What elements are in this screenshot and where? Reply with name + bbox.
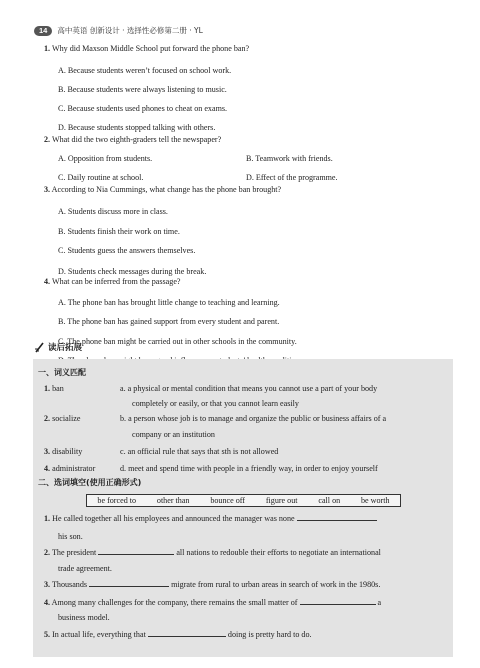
- fill-item-4-cont: business model.: [58, 613, 110, 622]
- match-word: disability: [52, 447, 83, 456]
- option-1b: B. Because students were always listening to music.: [58, 85, 227, 94]
- match-row-4: 4. administrator: [44, 464, 96, 473]
- word-bank-item: bounce off: [210, 496, 245, 505]
- section-title: 读后拓展: [48, 343, 83, 353]
- fill-item-1: 1. He called together all his employees and announced the manager was none: [44, 512, 377, 524]
- option-3b: B. Students finish their work on time.: [58, 227, 180, 236]
- page-number: 14: [34, 26, 52, 36]
- match-def-a: a. a physical or mental condition that means you cannot use a part of your body: [120, 384, 378, 393]
- question-1: 1. Why did Maxson Middle School put forward the phone ban?: [44, 44, 250, 53]
- option-3d: D. Students check messages during the break.: [58, 267, 207, 276]
- option-2b: B. Teamwork with friends.: [246, 154, 333, 163]
- question-stem: What can be inferred from the passage?: [51, 277, 181, 286]
- question-2: 2. What did the two eighth-graders tell the newspaper?: [44, 135, 222, 144]
- match-word: ban: [52, 384, 64, 393]
- option-3a: A. Students discuss more in class.: [58, 207, 168, 216]
- match-def-b: b. a person whose job is to manage and organize the public or business affairs of a: [120, 414, 387, 423]
- option-2c: C. Daily routine at school.: [58, 173, 144, 182]
- question-stem: Why did Maxson Middle School put forward the phone ban?: [51, 44, 250, 53]
- question-stem: According to Nia Cummings, what change has the phone ban brought?: [51, 185, 282, 194]
- answer-blank[interactable]: [300, 596, 376, 605]
- pen-icon: [34, 342, 45, 353]
- fill-item-4: 4. Among many challenges for the company, there remains the small matter of a: [44, 598, 382, 607]
- match-def-c: c. an official rule that says that sth is not allowed: [120, 447, 279, 456]
- fill-item-1-cont: his son.: [58, 532, 83, 541]
- match-word: administrator: [52, 464, 96, 473]
- option-1a: A. Because students weren’t focused on school work.: [58, 66, 232, 75]
- answer-blank[interactable]: [148, 628, 226, 637]
- answer-blank[interactable]: [98, 546, 174, 555]
- part1-title: 一、词义匹配: [38, 368, 86, 377]
- fill-item-3: 3. Thousands migrate from rural to urban areas in search of work in the 1980s.: [44, 580, 381, 589]
- match-row-1: 1. ban: [44, 384, 64, 393]
- answer-blank[interactable]: [89, 578, 169, 587]
- fill-item-5: 5. In actual life, everything that doing is pretty hard to do.: [44, 630, 312, 639]
- match-row-2: 2. socialize: [44, 414, 81, 423]
- fill-item-2: 2. The president all nations to redouble their efforts to negotiate an international: [44, 548, 381, 557]
- match-def-d: d. meet and spend time with people in a friendly way, in order to enjoy yourself: [120, 464, 378, 473]
- option-4a: A. The phone ban has brought little change to teaching and learning.: [58, 298, 280, 307]
- option-1c: C. Because students used phones to cheat on exams.: [58, 104, 228, 113]
- option-3c: C. Students guess the answers themselves.: [58, 246, 196, 255]
- match-row-3: 3. disability: [44, 447, 83, 456]
- section-heading: [34, 341, 82, 353]
- part2-title: 二、选词填空(使用正确形式): [38, 478, 142, 487]
- word-bank-item: be forced to: [97, 496, 137, 505]
- option-4b: B. The phone ban has gained support from every student and parent.: [58, 317, 280, 326]
- word-bank-item: call on: [318, 496, 341, 505]
- question-4: 4. What can be inferred from the passage?: [44, 277, 181, 286]
- answer-blank[interactable]: [297, 512, 377, 521]
- fill-item-2-cont: trade agreement.: [58, 564, 112, 573]
- option-4c: C. The phone ban might be carried out in other schools in the community.: [58, 337, 297, 346]
- header-title: 高中英语 创新设计 · 选择性必修第二册 · YL: [57, 26, 203, 35]
- option-1d: D. Because students stopped talking with others.: [58, 123, 216, 132]
- match-def-b-cont: company or an institution: [132, 430, 215, 439]
- option-2d: D. Effect of the programme.: [246, 173, 338, 182]
- word-bank-item: be worth: [361, 496, 390, 505]
- page-header: [34, 25, 203, 36]
- word-bank-item: other than: [156, 496, 190, 505]
- word-bank-item: figure out: [265, 496, 298, 505]
- match-def-a-cont: completely or easily, or that you cannot learn easily: [132, 399, 299, 408]
- option-2a: A. Opposition from students.: [58, 154, 153, 163]
- word-bank: [86, 494, 401, 507]
- question-stem: What did the two eighth-graders tell the newspaper?: [51, 135, 222, 144]
- match-word: socialize: [52, 414, 81, 423]
- question-3: 3. According to Nia Cummings, what change has the phone ban brought?: [44, 185, 282, 194]
